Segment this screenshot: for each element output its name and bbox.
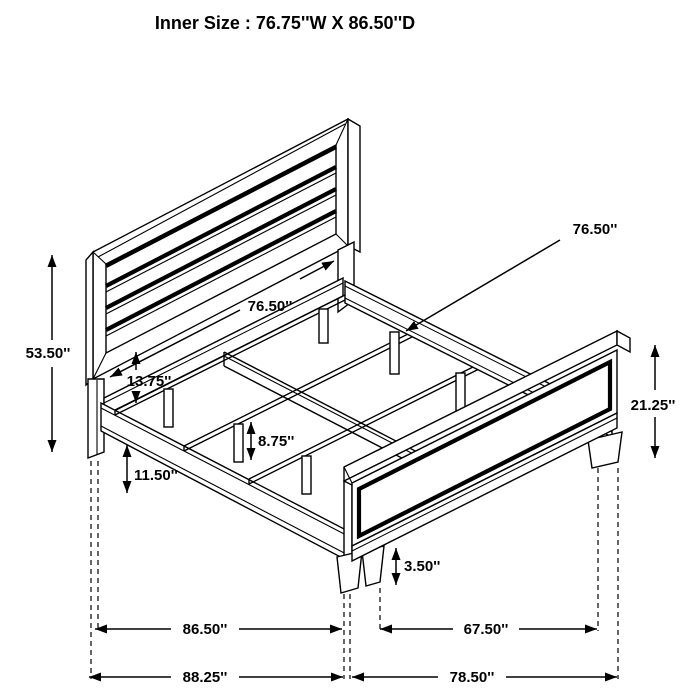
dim-frame-inner-width bbox=[406, 221, 617, 331]
dim-foot-span bbox=[380, 621, 597, 638]
dim-slat-clearance bbox=[251, 422, 294, 460]
panel-to-rail-label: 13.75'' bbox=[126, 373, 172, 390]
headboard-width-label: 76.50'' bbox=[247, 298, 293, 315]
headboard bbox=[86, 119, 360, 458]
headboard-left-side-face bbox=[86, 252, 93, 385]
dim-headboard-height bbox=[26, 255, 71, 452]
headboard-right-side-face bbox=[348, 119, 360, 252]
frame-inner-width-label: 76.50'' bbox=[572, 221, 618, 238]
dim-footboard-height bbox=[631, 345, 676, 458]
headboard-height-label: 53.50'' bbox=[25, 345, 71, 362]
footboard-left-side-face bbox=[344, 481, 352, 561]
dim-foot-leg-height bbox=[396, 548, 440, 585]
dim-overall-right bbox=[352, 669, 617, 686]
rail-height-label: 11.50'' bbox=[134, 467, 178, 484]
footboard-cap-right-end bbox=[617, 331, 630, 352]
foot-leg-height-label: 3.50'' bbox=[404, 558, 441, 575]
slat-clearance-label: 8.75'' bbox=[258, 433, 295, 450]
overall-left-label: 88.25'' bbox=[182, 669, 228, 686]
rail-length-label: 86.50'' bbox=[182, 621, 228, 638]
dim-overall-left bbox=[89, 669, 343, 686]
dim-rail-length bbox=[95, 621, 342, 638]
foot-span-label: 67.50'' bbox=[463, 621, 509, 638]
overall-right-label: 78.50'' bbox=[449, 669, 495, 686]
footboard-height-label: 21.25'' bbox=[630, 397, 676, 414]
diagram-title: Inner Size : 76.75''W X 86.50''D bbox=[154, 13, 416, 33]
